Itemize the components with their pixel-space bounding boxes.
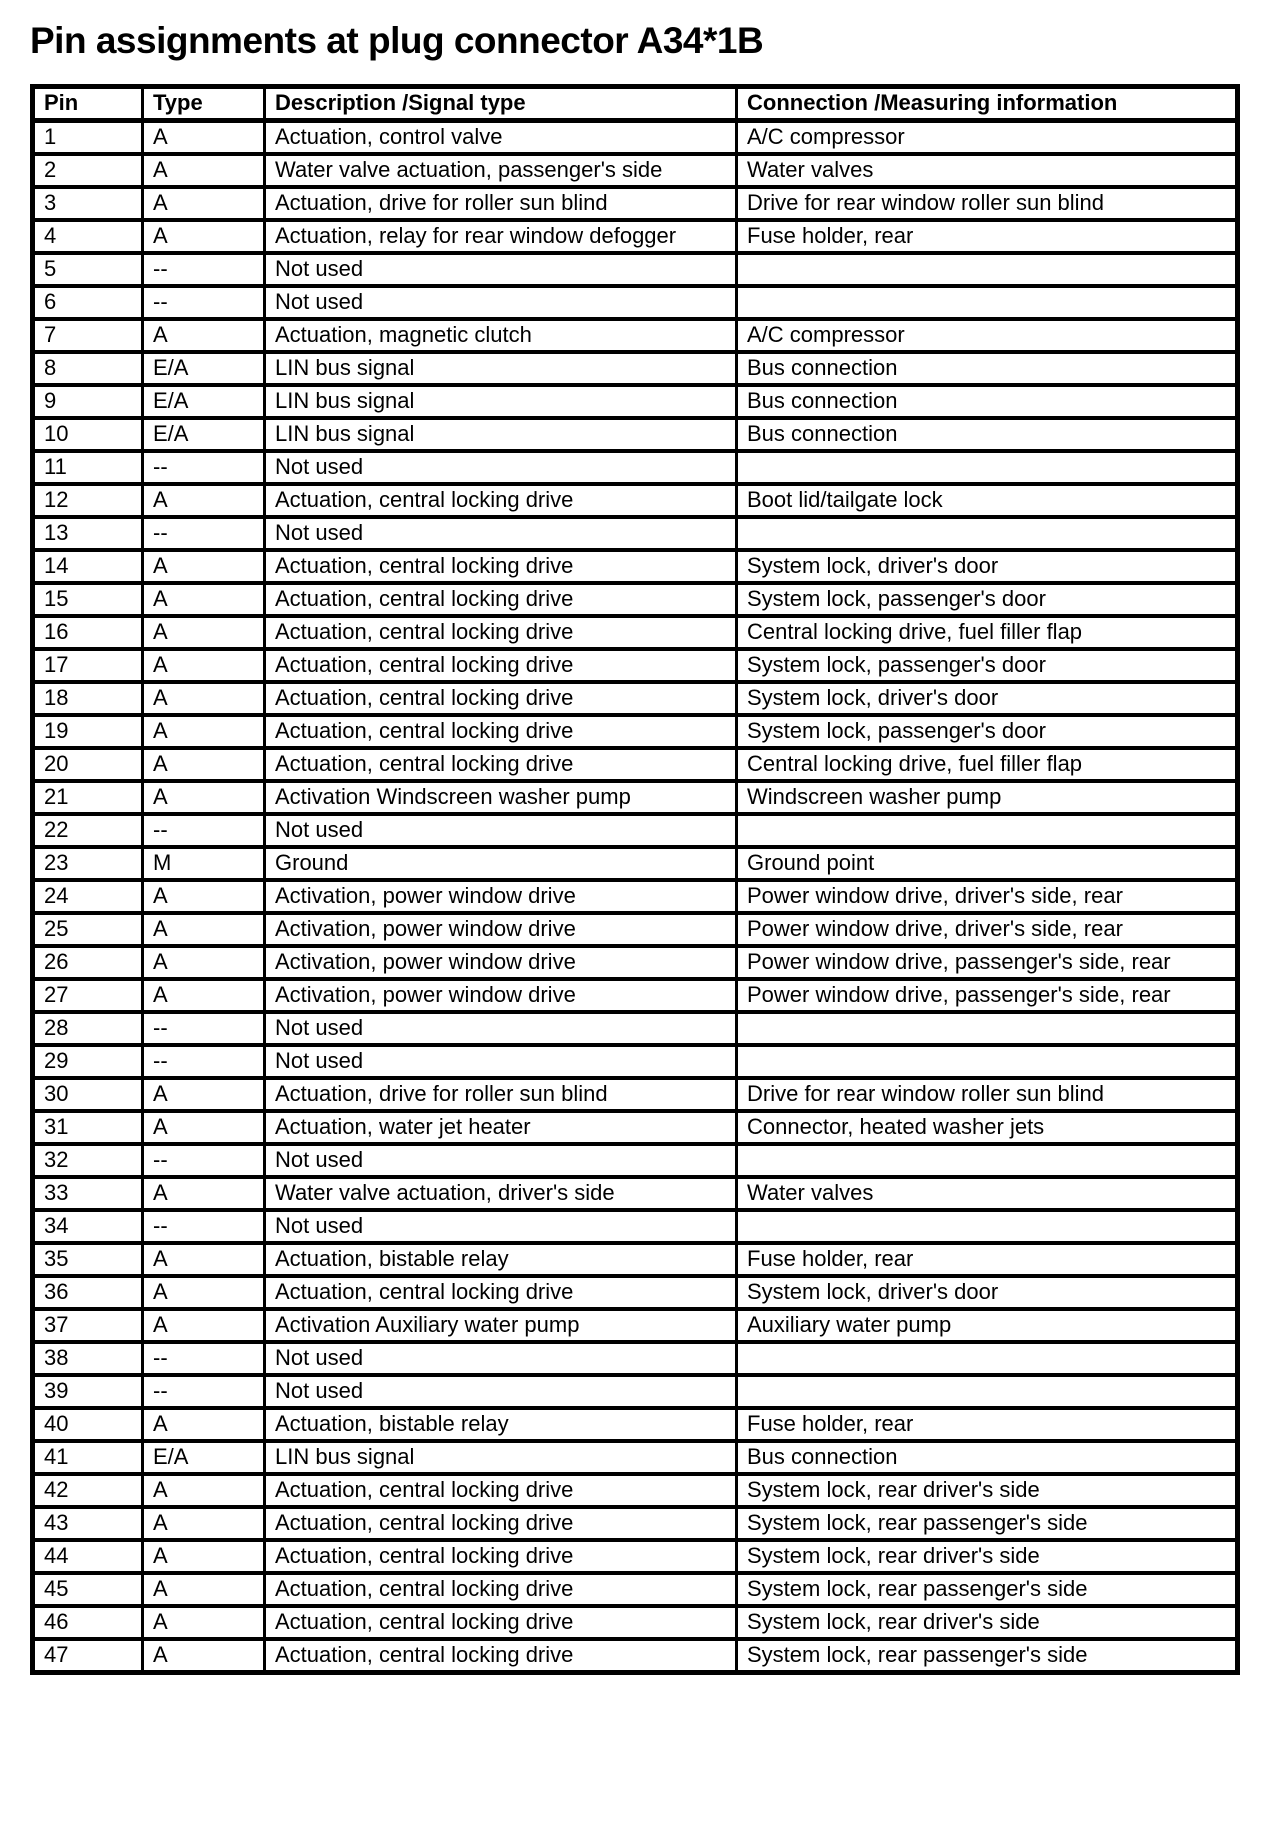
pin-cell: 24 xyxy=(33,880,143,913)
table-row xyxy=(33,913,1238,946)
description-cell: LIN bus signal xyxy=(265,352,737,385)
type-cell: A xyxy=(143,1573,265,1606)
table-row xyxy=(33,1639,1238,1673)
type-cell: A xyxy=(143,319,265,352)
connection-cell: Fuse holder, rear xyxy=(737,1408,1238,1441)
type-cell: A xyxy=(143,1111,265,1144)
pin-cell: 5 xyxy=(33,253,143,286)
table-row xyxy=(33,583,1238,616)
pin-cell: 45 xyxy=(33,1573,143,1606)
connection-cell xyxy=(737,451,1238,484)
table-row xyxy=(33,418,1238,451)
description-cell: Not used xyxy=(265,1045,737,1078)
table-row xyxy=(33,781,1238,814)
table-row xyxy=(33,220,1238,253)
table-row xyxy=(33,682,1238,715)
table-row xyxy=(33,979,1238,1012)
connection-cell xyxy=(737,286,1238,319)
pin-cell: 12 xyxy=(33,484,143,517)
description-cell: Activation, power window drive xyxy=(265,913,737,946)
table-row xyxy=(33,385,1238,418)
table-row xyxy=(33,1606,1238,1639)
pin-cell: 32 xyxy=(33,1144,143,1177)
pin-cell: 30 xyxy=(33,1078,143,1111)
connection-cell: Power window drive, driver's side, rear xyxy=(737,913,1238,946)
description-cell: Actuation, central locking drive xyxy=(265,583,737,616)
pin-cell: 4 xyxy=(33,220,143,253)
connection-cell xyxy=(737,517,1238,550)
pin-cell: 38 xyxy=(33,1342,143,1375)
type-cell: A xyxy=(143,1309,265,1342)
table-row xyxy=(33,1243,1238,1276)
connection-cell: System lock, rear passenger's side xyxy=(737,1639,1238,1673)
table-row xyxy=(33,121,1238,155)
column-header-description: Description /Signal type xyxy=(265,87,737,121)
type-cell: E/A xyxy=(143,1441,265,1474)
type-cell: A xyxy=(143,220,265,253)
type-cell: E/A xyxy=(143,418,265,451)
table-row xyxy=(33,1342,1238,1375)
column-header-pin: Pin xyxy=(33,87,143,121)
table-header-row xyxy=(33,87,1238,121)
type-cell: A xyxy=(143,1606,265,1639)
connection-cell: Drive for rear window roller sun blind xyxy=(737,187,1238,220)
pin-cell: 37 xyxy=(33,1309,143,1342)
type-cell: A xyxy=(143,880,265,913)
type-cell: A xyxy=(143,484,265,517)
connection-cell: Windscreen washer pump xyxy=(737,781,1238,814)
table-row xyxy=(33,484,1238,517)
description-cell: Not used xyxy=(265,286,737,319)
type-cell: A xyxy=(143,781,265,814)
column-header-connection: Connection /Measuring information xyxy=(737,87,1238,121)
description-cell: Actuation, central locking drive xyxy=(265,1573,737,1606)
pin-cell: 1 xyxy=(33,121,143,155)
pin-cell: 25 xyxy=(33,913,143,946)
pin-cell: 7 xyxy=(33,319,143,352)
description-cell: Not used xyxy=(265,517,737,550)
table-row xyxy=(33,880,1238,913)
pin-assignment-table xyxy=(30,84,1240,1675)
connection-cell: Auxiliary water pump xyxy=(737,1309,1238,1342)
type-cell: -- xyxy=(143,517,265,550)
connection-cell: System lock, driver's door xyxy=(737,682,1238,715)
description-cell: Actuation, central locking drive xyxy=(265,649,737,682)
connection-cell: Bus connection xyxy=(737,1441,1238,1474)
type-cell: A xyxy=(143,715,265,748)
connection-cell xyxy=(737,1012,1238,1045)
pin-cell: 2 xyxy=(33,154,143,187)
connection-cell: System lock, rear driver's side xyxy=(737,1474,1238,1507)
connection-cell: Fuse holder, rear xyxy=(737,1243,1238,1276)
description-cell: Actuation, control valve xyxy=(265,121,737,155)
table-row xyxy=(33,1078,1238,1111)
type-cell: -- xyxy=(143,253,265,286)
type-cell: A xyxy=(143,154,265,187)
table-row xyxy=(33,1408,1238,1441)
pin-cell: 28 xyxy=(33,1012,143,1045)
connection-cell: System lock, passenger's door xyxy=(737,649,1238,682)
table-row xyxy=(33,1375,1238,1408)
table-row xyxy=(33,1276,1238,1309)
connection-cell: Ground point xyxy=(737,847,1238,880)
table-row xyxy=(33,1045,1238,1078)
pin-cell: 22 xyxy=(33,814,143,847)
pin-cell: 40 xyxy=(33,1408,143,1441)
table-row xyxy=(33,748,1238,781)
connection-cell: Central locking drive, fuel filler flap xyxy=(737,616,1238,649)
type-cell: A xyxy=(143,616,265,649)
connection-cell: System lock, driver's door xyxy=(737,550,1238,583)
pin-cell: 33 xyxy=(33,1177,143,1210)
pin-cell: 15 xyxy=(33,583,143,616)
type-cell: A xyxy=(143,979,265,1012)
table-row xyxy=(33,154,1238,187)
connection-cell xyxy=(737,253,1238,286)
connection-cell: A/C compressor xyxy=(737,319,1238,352)
description-cell: Actuation, central locking drive xyxy=(265,1276,737,1309)
pin-cell: 14 xyxy=(33,550,143,583)
description-cell: Water valve actuation, passenger's side xyxy=(265,154,737,187)
column-header-type: Type xyxy=(143,87,265,121)
description-cell: Activation Auxiliary water pump xyxy=(265,1309,737,1342)
type-cell: -- xyxy=(143,1012,265,1045)
connection-cell: Fuse holder, rear xyxy=(737,220,1238,253)
connection-cell: Bus connection xyxy=(737,418,1238,451)
table-row xyxy=(33,649,1238,682)
pin-cell: 3 xyxy=(33,187,143,220)
description-cell: Ground xyxy=(265,847,737,880)
table-row xyxy=(33,1012,1238,1045)
pin-cell: 17 xyxy=(33,649,143,682)
connection-cell xyxy=(737,814,1238,847)
connection-cell: System lock, passenger's door xyxy=(737,583,1238,616)
description-cell: Not used xyxy=(265,451,737,484)
table-row xyxy=(33,253,1238,286)
type-cell: A xyxy=(143,1276,265,1309)
connection-cell: Bus connection xyxy=(737,352,1238,385)
type-cell: A xyxy=(143,913,265,946)
type-cell: A xyxy=(143,649,265,682)
pin-cell: 21 xyxy=(33,781,143,814)
connection-cell: System lock, rear passenger's side xyxy=(737,1573,1238,1606)
type-cell: A xyxy=(143,1078,265,1111)
table-row xyxy=(33,946,1238,979)
connection-cell: Water valves xyxy=(737,154,1238,187)
description-cell: Actuation, bistable relay xyxy=(265,1243,737,1276)
connection-cell: Drive for rear window roller sun blind xyxy=(737,1078,1238,1111)
table-row xyxy=(33,1210,1238,1243)
pin-cell: 16 xyxy=(33,616,143,649)
table-body xyxy=(33,121,1238,1673)
pin-cell: 34 xyxy=(33,1210,143,1243)
description-cell: Actuation, bistable relay xyxy=(265,1408,737,1441)
pin-cell: 19 xyxy=(33,715,143,748)
pin-cell: 6 xyxy=(33,286,143,319)
table-row xyxy=(33,1474,1238,1507)
description-cell: Actuation, central locking drive xyxy=(265,748,737,781)
description-cell: Not used xyxy=(265,253,737,286)
table-row xyxy=(33,1111,1238,1144)
pin-cell: 20 xyxy=(33,748,143,781)
pin-cell: 35 xyxy=(33,1243,143,1276)
table-row xyxy=(33,715,1238,748)
pin-cell: 26 xyxy=(33,946,143,979)
table-row xyxy=(33,847,1238,880)
type-cell: A xyxy=(143,1507,265,1540)
pin-cell: 11 xyxy=(33,451,143,484)
pin-cell: 8 xyxy=(33,352,143,385)
connection-cell: System lock, rear passenger's side xyxy=(737,1507,1238,1540)
page-title: Pin assignments at plug connector A34*1B xyxy=(30,20,764,61)
pin-cell: 44 xyxy=(33,1540,143,1573)
pin-cell: 42 xyxy=(33,1474,143,1507)
type-cell: -- xyxy=(143,1375,265,1408)
description-cell: Actuation, central locking drive xyxy=(265,1639,737,1673)
type-cell: A xyxy=(143,583,265,616)
connection-cell xyxy=(737,1210,1238,1243)
type-cell: M xyxy=(143,847,265,880)
connection-cell: Water valves xyxy=(737,1177,1238,1210)
pin-cell: 46 xyxy=(33,1606,143,1639)
type-cell: A xyxy=(143,946,265,979)
connection-cell: Connector, heated washer jets xyxy=(737,1111,1238,1144)
type-cell: A xyxy=(143,121,265,155)
description-cell: Not used xyxy=(265,1012,737,1045)
table-row xyxy=(33,1507,1238,1540)
type-cell: E/A xyxy=(143,352,265,385)
type-cell: A xyxy=(143,1243,265,1276)
description-cell: Actuation, central locking drive xyxy=(265,1606,737,1639)
description-cell: Water valve actuation, driver's side xyxy=(265,1177,737,1210)
connection-cell: System lock, driver's door xyxy=(737,1276,1238,1309)
pin-cell: 18 xyxy=(33,682,143,715)
pin-cell: 23 xyxy=(33,847,143,880)
description-cell: Not used xyxy=(265,814,737,847)
description-cell: Not used xyxy=(265,1210,737,1243)
connection-cell: Central locking drive, fuel filler flap xyxy=(737,748,1238,781)
description-cell: Actuation, water jet heater xyxy=(265,1111,737,1144)
type-cell: A xyxy=(143,1540,265,1573)
type-cell: A xyxy=(143,1639,265,1673)
pin-cell: 29 xyxy=(33,1045,143,1078)
table-row xyxy=(33,286,1238,319)
type-cell: E/A xyxy=(143,385,265,418)
table-row xyxy=(33,451,1238,484)
table-row xyxy=(33,1540,1238,1573)
type-cell: -- xyxy=(143,1045,265,1078)
description-cell: Activation, power window drive xyxy=(265,946,737,979)
description-cell: Actuation, central locking drive xyxy=(265,1540,737,1573)
description-cell: Not used xyxy=(265,1144,737,1177)
table-row xyxy=(33,1144,1238,1177)
table-row xyxy=(33,1309,1238,1342)
type-cell: -- xyxy=(143,814,265,847)
description-cell: Actuation, central locking drive xyxy=(265,715,737,748)
description-cell: LIN bus signal xyxy=(265,385,737,418)
type-cell: -- xyxy=(143,451,265,484)
connection-cell xyxy=(737,1045,1238,1078)
description-cell: Actuation, magnetic clutch xyxy=(265,319,737,352)
connection-cell: System lock, passenger's door xyxy=(737,715,1238,748)
connection-cell: A/C compressor xyxy=(737,121,1238,155)
description-cell: Not used xyxy=(265,1342,737,1375)
type-cell: -- xyxy=(143,1210,265,1243)
table-row xyxy=(33,550,1238,583)
connection-cell xyxy=(737,1144,1238,1177)
connection-cell: System lock, rear driver's side xyxy=(737,1606,1238,1639)
description-cell: Not used xyxy=(265,1375,737,1408)
type-cell: A xyxy=(143,550,265,583)
connection-cell: Boot lid/tailgate lock xyxy=(737,484,1238,517)
pin-cell: 41 xyxy=(33,1441,143,1474)
connection-cell xyxy=(737,1342,1238,1375)
description-cell: Actuation, central locking drive xyxy=(265,682,737,715)
connection-cell xyxy=(737,1375,1238,1408)
connection-cell: Power window drive, passenger's side, rear xyxy=(737,946,1238,979)
description-cell: Activation, power window drive xyxy=(265,979,737,1012)
connection-cell: Bus connection xyxy=(737,385,1238,418)
table-row xyxy=(33,1441,1238,1474)
description-cell: Actuation, drive for roller sun blind xyxy=(265,1078,737,1111)
pin-cell: 10 xyxy=(33,418,143,451)
pin-cell: 39 xyxy=(33,1375,143,1408)
description-cell: Activation Windscreen washer pump xyxy=(265,781,737,814)
description-cell: Actuation, drive for roller sun blind xyxy=(265,187,737,220)
pin-cell: 36 xyxy=(33,1276,143,1309)
description-cell: Activation, power window drive xyxy=(265,880,737,913)
table-row xyxy=(33,1573,1238,1606)
type-cell: -- xyxy=(143,286,265,319)
connection-cell: Power window drive, driver's side, rear xyxy=(737,880,1238,913)
connection-cell: Power window drive, passenger's side, rear xyxy=(737,979,1238,1012)
type-cell: A xyxy=(143,1177,265,1210)
pin-cell: 47 xyxy=(33,1639,143,1673)
pin-cell: 43 xyxy=(33,1507,143,1540)
description-cell: Actuation, central locking drive xyxy=(265,550,737,583)
table-row xyxy=(33,814,1238,847)
table-row xyxy=(33,187,1238,220)
type-cell: A xyxy=(143,1408,265,1441)
type-cell: -- xyxy=(143,1144,265,1177)
type-cell: A xyxy=(143,748,265,781)
description-cell: Actuation, central locking drive xyxy=(265,1507,737,1540)
pin-cell: 27 xyxy=(33,979,143,1012)
description-cell: Actuation, central locking drive xyxy=(265,616,737,649)
type-cell: A xyxy=(143,187,265,220)
type-cell: A xyxy=(143,1474,265,1507)
description-cell: Actuation, relay for rear window defogger xyxy=(265,220,737,253)
table-row xyxy=(33,616,1238,649)
type-cell: -- xyxy=(143,1342,265,1375)
pin-cell: 31 xyxy=(33,1111,143,1144)
type-cell: A xyxy=(143,682,265,715)
pin-cell: 13 xyxy=(33,517,143,550)
description-cell: Actuation, central locking drive xyxy=(265,1474,737,1507)
description-cell: LIN bus signal xyxy=(265,1441,737,1474)
table-row xyxy=(33,319,1238,352)
description-cell: Actuation, central locking drive xyxy=(265,484,737,517)
table-row xyxy=(33,517,1238,550)
connection-cell: System lock, rear driver's side xyxy=(737,1540,1238,1573)
table-row xyxy=(33,1177,1238,1210)
pin-cell: 9 xyxy=(33,385,143,418)
description-cell: LIN bus signal xyxy=(265,418,737,451)
table-row xyxy=(33,352,1238,385)
